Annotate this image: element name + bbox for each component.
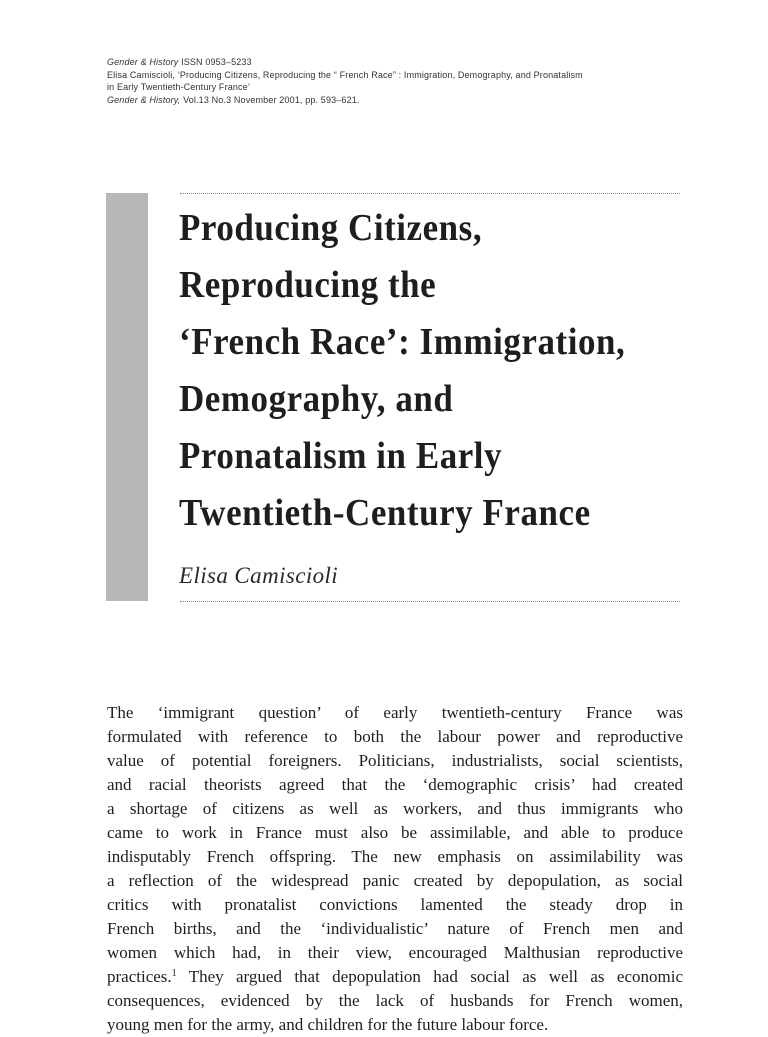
body-line: women which had, in their view, encouraged Malthusian reproductive bbox=[107, 943, 683, 962]
article-author: Elisa Camiscioli bbox=[179, 563, 339, 588]
journal-issn-line bbox=[107, 56, 583, 69]
body-line: consequences, evidenced by the lack of husbands for French women, bbox=[107, 991, 683, 1010]
body-line: The ‘immigrant question’ of early twentieth-century France was bbox=[107, 703, 683, 722]
body-line: critics with pronatalist convictions lamented the steady drop in bbox=[107, 895, 683, 914]
title-line: Reproducing the bbox=[179, 264, 437, 306]
article-title bbox=[179, 200, 699, 542]
citation-line-1: Elisa Camiscioli, ‘Producing Citizens, Reproducing the “ French Race” : Immigration, Demography, and Pronatalism bbox=[107, 69, 583, 80]
footnote-text-before: practices. bbox=[107, 967, 172, 986]
volume-info: Vol.13 No.3 November 2001, pp. 593–621. bbox=[180, 94, 360, 105]
volume-journal-name: Gender & History, bbox=[107, 94, 181, 105]
body-line: value of potential foreigners. Politicians, industrialists, social scientists, bbox=[107, 751, 683, 770]
body-line: came to work in France must also be assimilable, and able to produce bbox=[107, 823, 683, 842]
body-line: young men for the army, and children for the future labour force. bbox=[107, 1015, 549, 1034]
body-line: a reflection of the widespread panic created by depopulation, as social bbox=[107, 871, 683, 890]
title-top-rule bbox=[180, 193, 680, 194]
body-line: and racial theorists agreed that the ‘demographic crisis’ had created bbox=[107, 775, 683, 794]
title-line: Pronatalism in Early bbox=[179, 435, 503, 477]
title-line: ‘French Race’: Immigration, bbox=[179, 321, 626, 363]
title-bottom-rule bbox=[180, 601, 680, 602]
footnote-marker[interactable]: 1 bbox=[171, 968, 177, 979]
title-side-bar bbox=[106, 193, 148, 601]
title-line: Producing Citizens, bbox=[179, 207, 483, 249]
title-line: Twentieth-Century France bbox=[179, 492, 591, 534]
body-line: French births, and the ‘individualistic’ nature of French men and bbox=[107, 919, 683, 938]
body-line: formulated with reference to both the labour power and reproductive bbox=[107, 727, 683, 746]
body-line: a shortage of citizens as well as workers, and thus immigrants who bbox=[107, 799, 683, 818]
issn-number: ISSN 0953–5233 bbox=[178, 57, 252, 67]
journal-header bbox=[107, 56, 583, 106]
body-paragraph bbox=[107, 701, 683, 1037]
citation-line-2: in Early Twentieth-Century France’ bbox=[107, 82, 250, 93]
volume-line bbox=[107, 94, 583, 107]
body-line-footnote bbox=[107, 965, 683, 989]
footnote-text-after: They argued that depopulation had social as well as economic bbox=[176, 967, 683, 986]
journal-name: Gender & History bbox=[107, 57, 179, 67]
body-line: indisputably French offspring. The new emphasis on assimilability was bbox=[107, 847, 683, 866]
title-line: Demography, and bbox=[179, 378, 454, 420]
